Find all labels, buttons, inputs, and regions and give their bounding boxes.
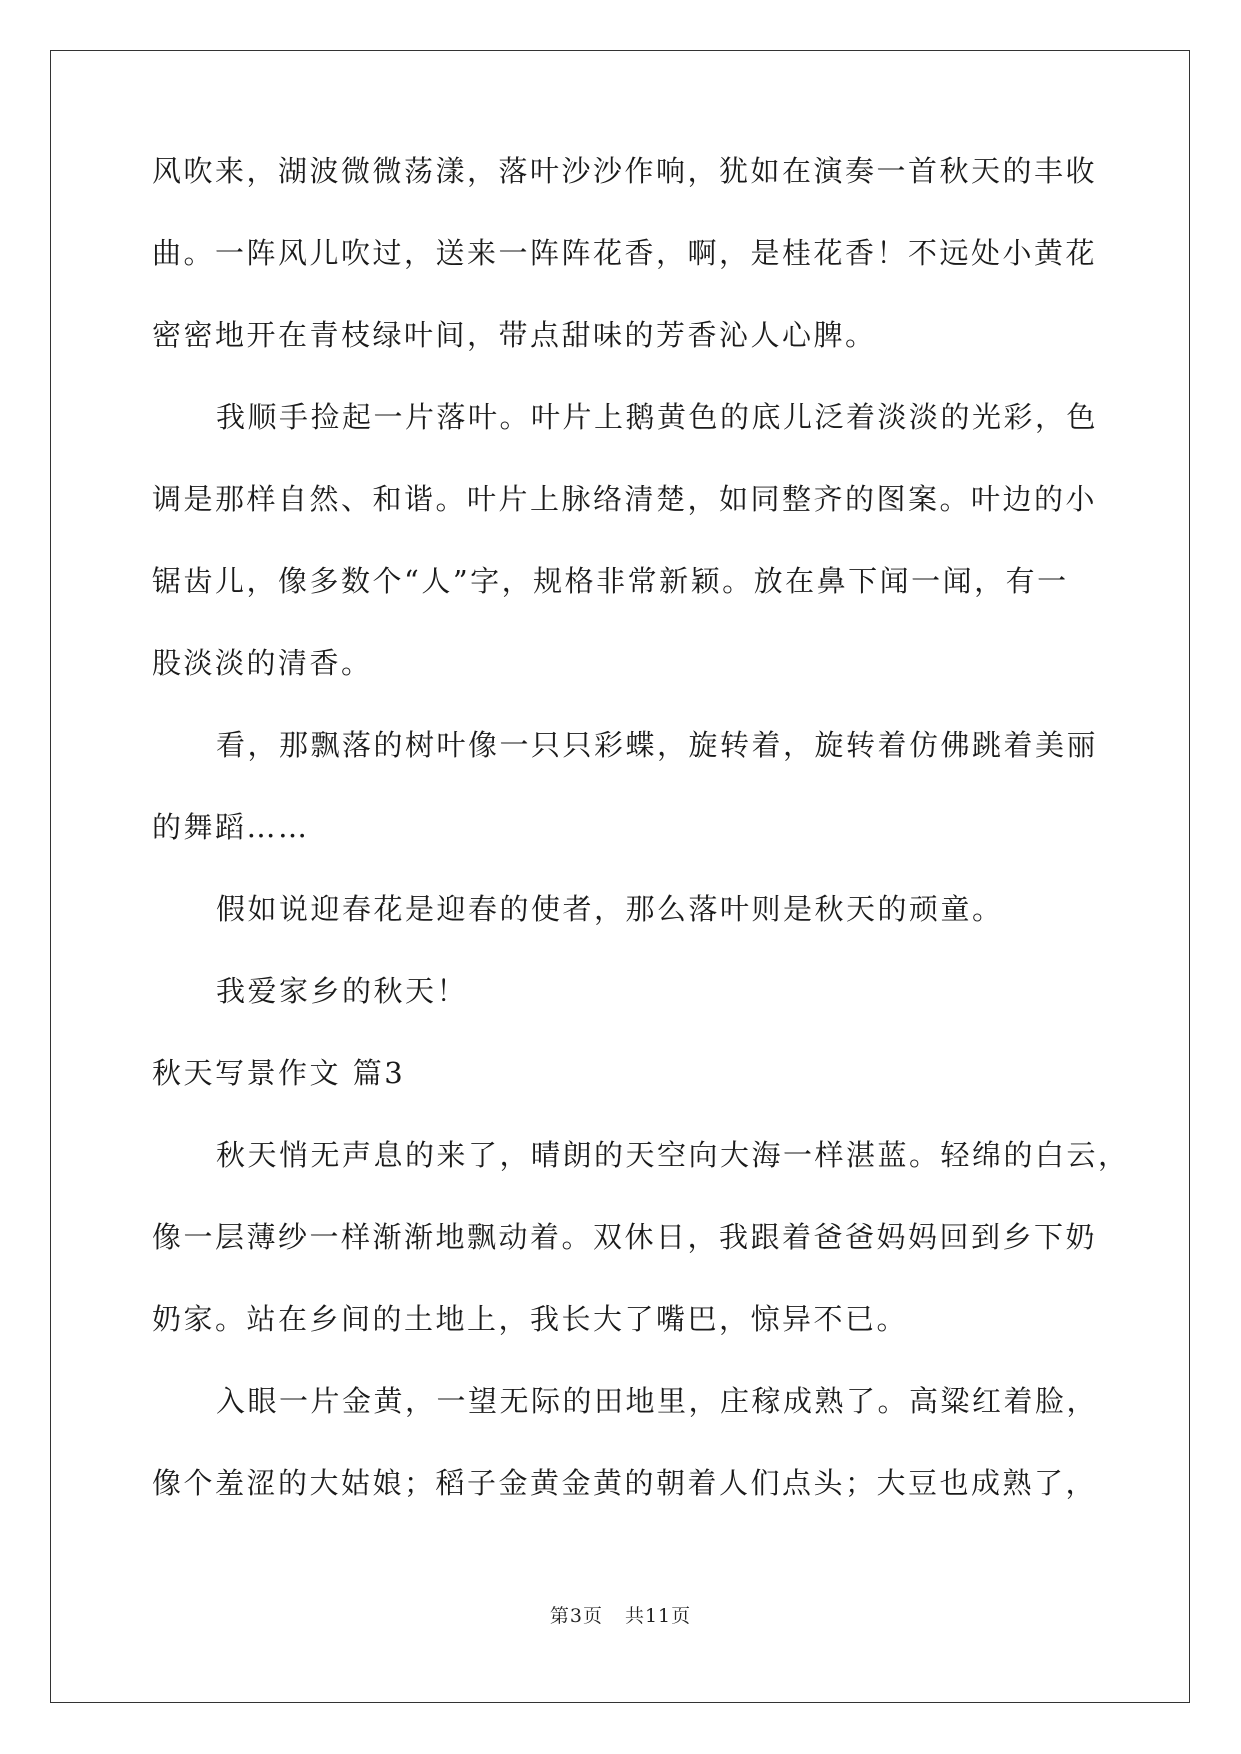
text-line: 风吹来，湖波微微荡漾，落叶沙沙作响，犹如在演奏一首秋天的丰收: [152, 154, 1098, 188]
page-total: 共11页: [624, 1605, 692, 1627]
text-line: 调是那样自然、和谐。叶片上脉络清楚，如同整齐的图案。叶边的小: [152, 482, 1098, 516]
text-line: 的舞蹈……: [152, 810, 310, 844]
text-line: 曲。一阵风儿吹过，送来一阵阵花香，啊，是桂花香！不远处小黄花: [152, 236, 1098, 270]
text-line: 入眼一片金黄，一望无际的田地里，庄稼成熟了。高粱红着脸，: [216, 1384, 1099, 1418]
text-line: 秋天悄无声息的来了，晴朗的天空向大海一样湛蓝。轻绵的白云，: [216, 1138, 1130, 1172]
text-line: 锯齿儿，像多数个“人”字，规格非常新颖。放在鼻下闻一闻，有一: [152, 564, 1069, 598]
text-line: 密密地开在青枝绿叶间，带点甜味的芳香沁人心脾。: [152, 318, 877, 352]
text-line: 我顺手捡起一片落叶。叶片上鹅黄色的底儿泛着淡淡的光彩，色: [216, 400, 1099, 434]
text-line: 像个羞涩的大姑娘；稻子金黄金黄的朝着人们点头；大豆也成熟了，: [152, 1466, 1098, 1500]
document-body: [152, 130, 1130, 1524]
page-number: 第3页: [549, 1605, 603, 1627]
text-line: 假如说迎春花是迎春的使者，那么落叶则是秋天的顽童。: [216, 892, 1004, 926]
text-line: 看，那飘落的树叶像一只只彩蝶，旋转着，旋转着仿佛跳着美丽: [216, 728, 1099, 762]
text-line: 我爱家乡的秋天！: [216, 974, 469, 1008]
section-heading: 秋天写景作文 篇3: [152, 1056, 406, 1090]
text-line: 奶家。站在乡间的土地上，我长大了嘴巴，惊异不已。: [152, 1302, 909, 1336]
page-footer: [0, 1601, 1241, 1628]
text-line: 像一层薄纱一样渐渐地飘动着。双休日，我跟着爸爸妈妈回到乡下奶: [152, 1220, 1098, 1254]
text-line: 股淡淡的清香。: [152, 646, 373, 680]
